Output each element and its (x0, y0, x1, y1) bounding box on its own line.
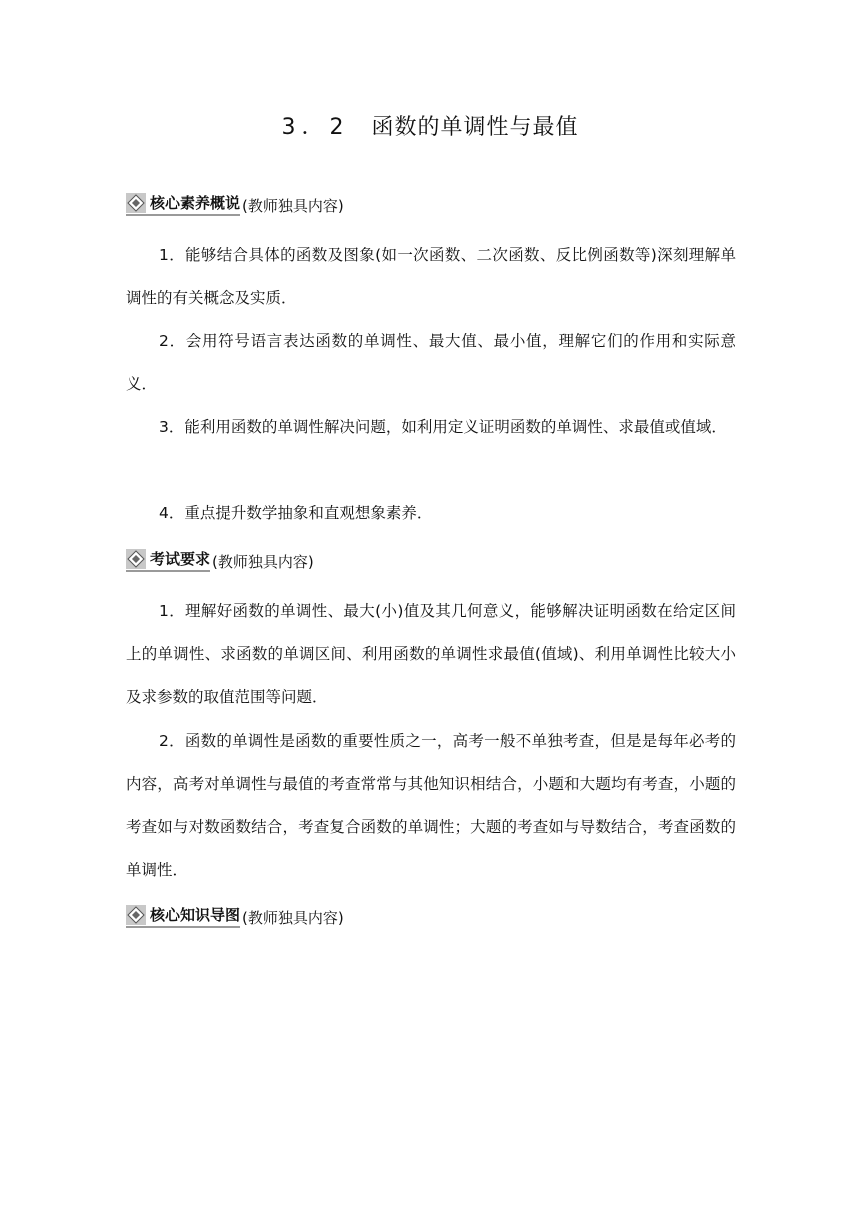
section-heading-box (126, 904, 240, 928)
section-title: 函数的单调性与最值 (371, 115, 579, 140)
paragraph: 2．会用符号语言表达函数的单调性、最大值、最小值，理解它们的作用和实际意义． (126, 332, 736, 393)
section-note: (教师独具内容) (212, 553, 314, 571)
paragraph: 4．重点提升数学抽象和直观想象素养． (159, 504, 433, 522)
section-core-literacy (126, 192, 344, 216)
paragraph: 3．能利用函数的单调性解决问题，如利用定义证明函数的单调性、求最值或值域． (159, 418, 727, 436)
diamond-icon (126, 549, 146, 569)
diamond-icon (126, 905, 146, 925)
section-label: 核心素养概说 (150, 194, 241, 212)
section-note: (教师独具内容) (242, 197, 344, 215)
diamond-icon (126, 193, 146, 213)
paragraph: 1．能够结合具体的函数及图象(如一次函数、二次函数、反比例函数等)深刻理解单调性的有关概念及实质． (126, 246, 736, 307)
section-exam-requirements (126, 548, 314, 572)
page-title (0, 110, 860, 141)
section-number: 3．2 (281, 115, 350, 140)
section-heading-box (126, 548, 210, 572)
section-heading-box (126, 192, 240, 216)
section-label: 核心知识导图 (150, 906, 241, 924)
paragraph: 2．函数的单调性是函数的重要性质之一，高考一般不单独考查，但是是每年必考的内容，高考对单调性与最值的考查常常与其他知识相结合，小题和大题均有考查，小题的考查如与对数函数结合，考查复合函数的单调性；大题的考查如与导数结合，考查函数的单调性． (126, 732, 736, 879)
paragraph: 1．理解好函数的单调性、最大(小)值及其几何意义，能够解决证明函数在给定区间上的单调性、求函数的单调区间、利用函数的单调性求最值(值域)、利用单调性比较大小及求参数的取值范围等问题． (126, 602, 736, 706)
section-knowledge-map (126, 904, 344, 928)
section-note: (教师独具内容) (242, 909, 344, 927)
section-label: 考试要求 (150, 550, 211, 568)
